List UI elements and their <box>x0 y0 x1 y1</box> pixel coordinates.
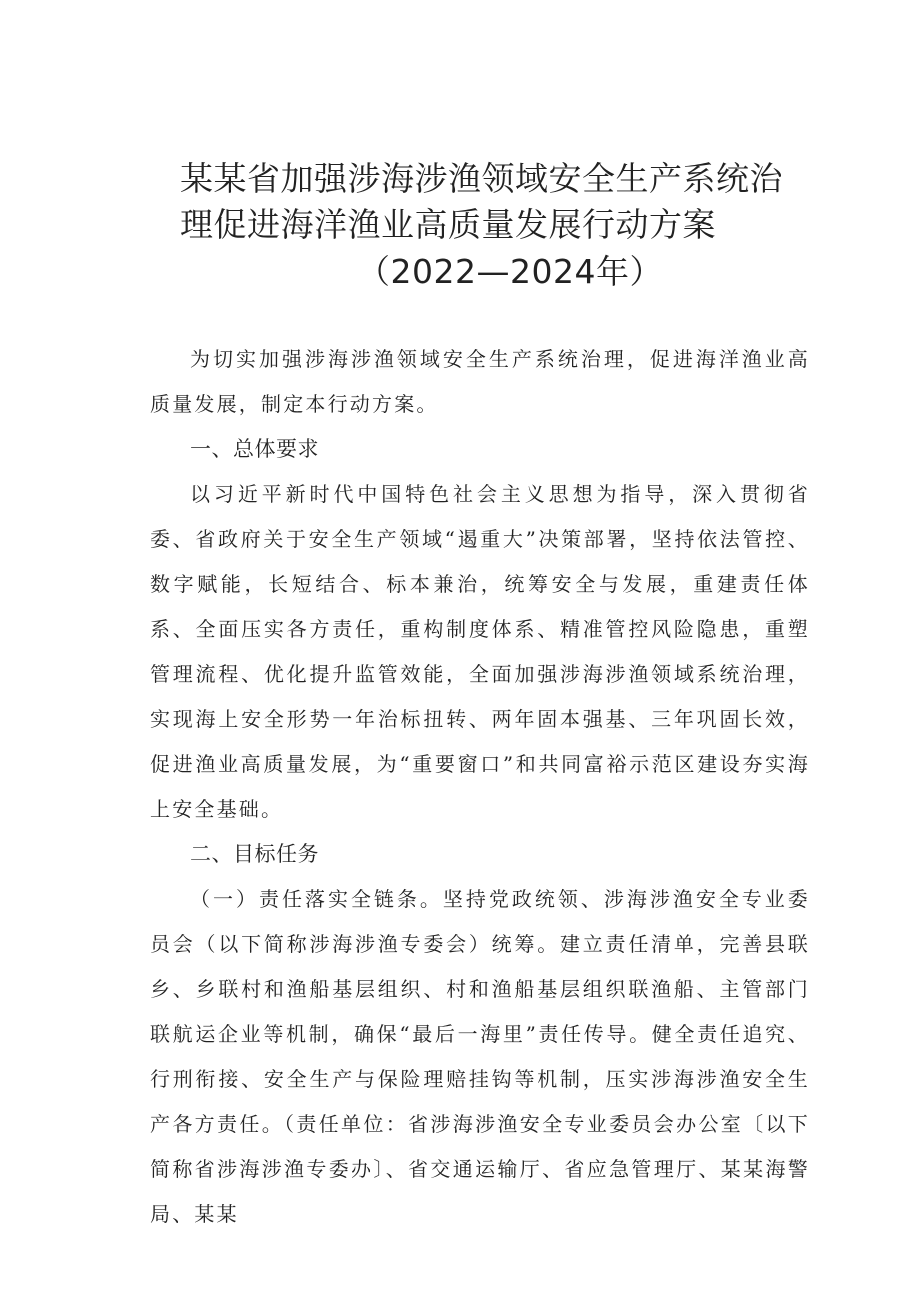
objectives-paragraph: （一）责任落实全链条。坚持党政统领、涉海涉渔安全专业委员会（以下简称涉海涉渔专委会）统筹。建立责任清单，完善县联乡、乡联村和渔船基层组织、村和渔船基层组织联渔船、主管部门联航运企业等机制，确保“最后一海里”责任传导。健全责任追究、行刑衔接、安全生产与保险理赔挂钩等机制，压实涉海涉渔安全生产各方责任。（责任单位：省涉海涉渔安全专业委员会办公室〔以下简称省涉海涉渔专委办〕、省交通运输厅、省应急管理厅、某某海警局、某某 <box>150 887 810 1226</box>
section-heading-objectives: 二、目标任务 <box>190 842 319 866</box>
document-title-line-1: 某某省加强涉海涉渔领域安全生产系统治 <box>180 159 783 198</box>
document-title-period: （2022—2024年） <box>357 252 663 291</box>
document-title-line-2: 理促进海洋渔业高质量发展行动方案 <box>180 205 716 244</box>
intro-paragraph: 为切实加强涉海涉渔领域安全生产系统治理，促进海洋渔业高质量发展，制定本行动方案。 <box>150 347 810 416</box>
section-heading-general-requirements: 一、总体要求 <box>190 437 319 461</box>
general-requirements-paragraph: 以习近平新时代中国特色社会主义思想为指导，深入贯彻省委、省政府关于安全生产领域“遏重大”决策部署，坚持依法管控、数字赋能，长短结合、标本兼治，统筹安全与发展，重建责任体系、全面压实各方责任，重构制度体系、精准管控风险隐患，重塑管理流程、优化提升监管效能，全面加强涉海涉渔领域系统治理，实现海上安全形势一年治标扭转、两年固本强基、三年巩固长效，促进渔业高质量发展，为“重要窗口”和共同富裕示范区建设夯实海上安全基础。 <box>150 482 810 821</box>
document-body <box>150 337 810 1237</box>
